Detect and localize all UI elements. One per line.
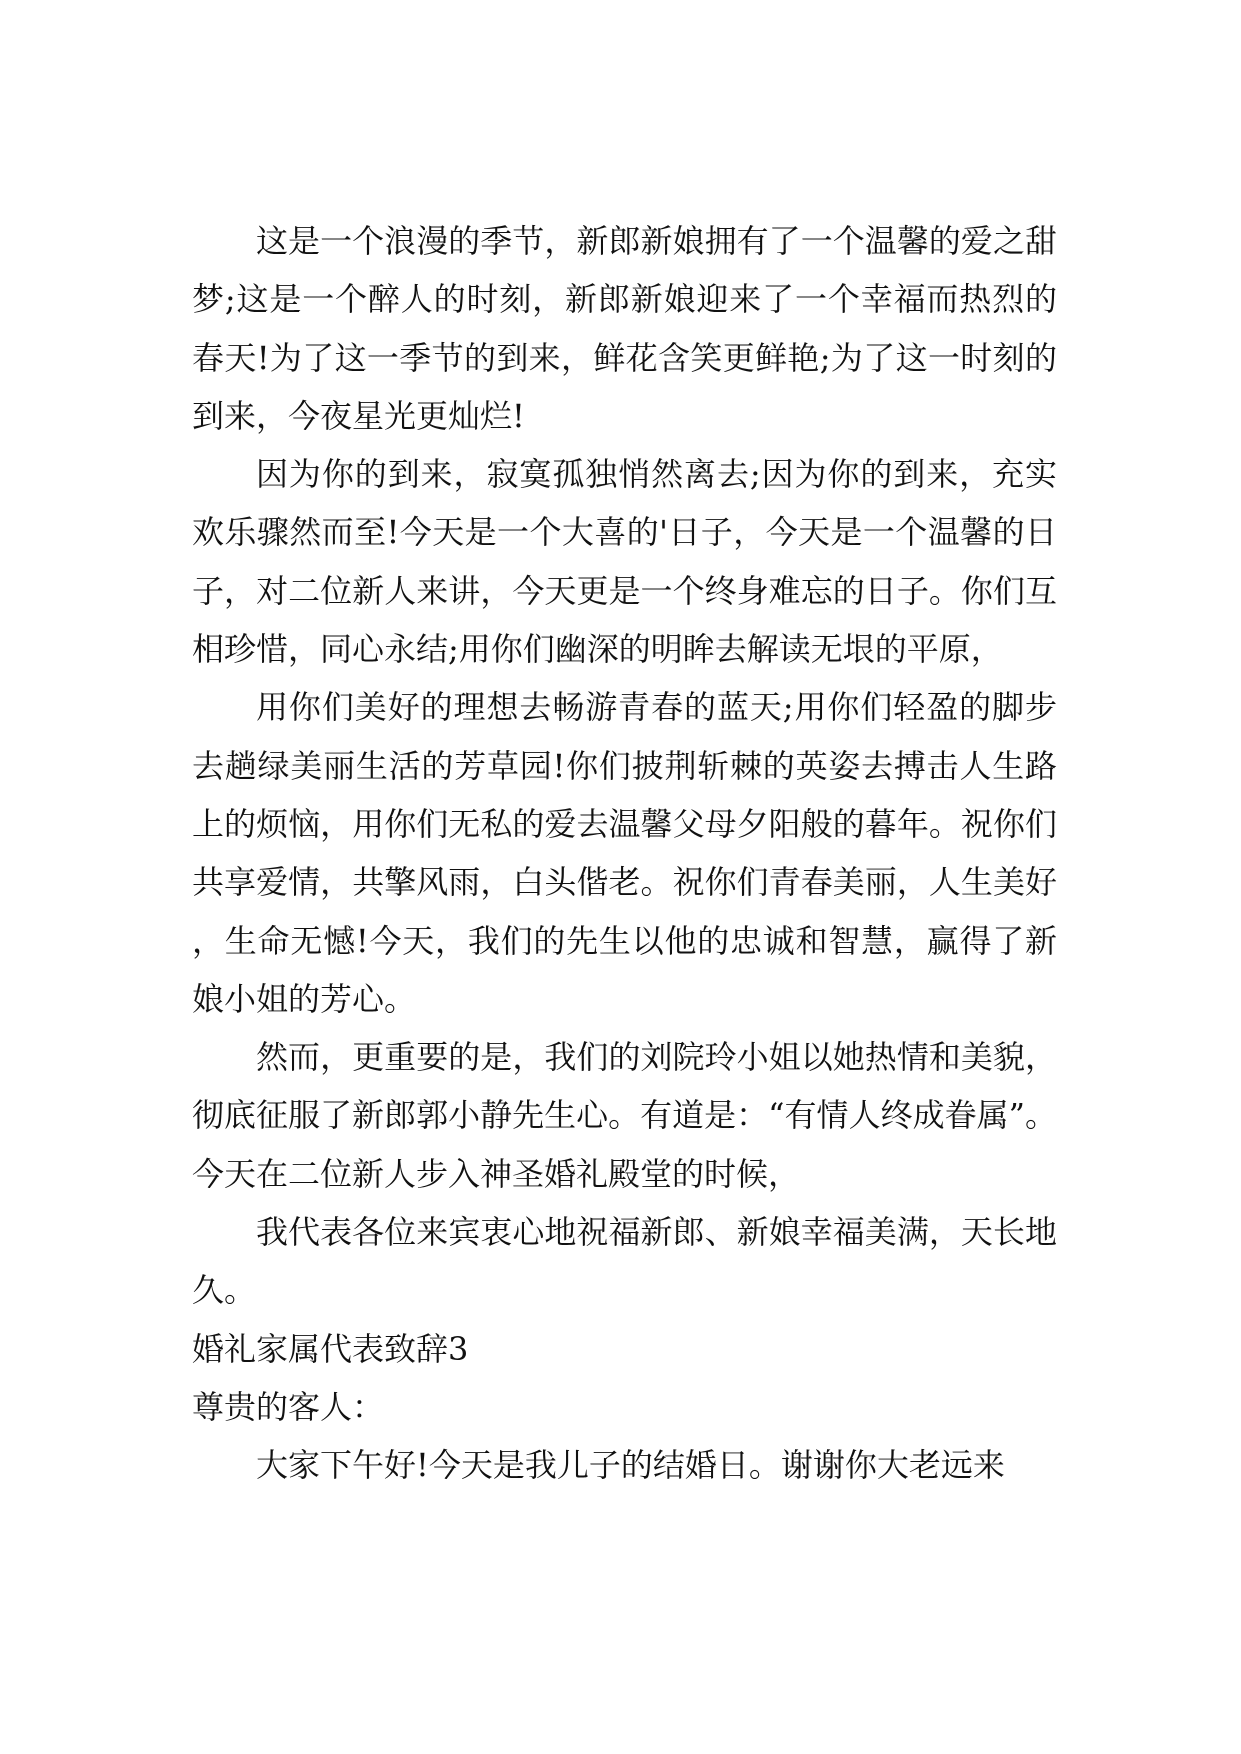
paragraph-5: 我代表各位来宾衷心地祝福新郎、新娘幸福美满，天长地久。: [192, 1213, 1057, 1310]
paragraph-4: 然而，更重要的是，我们的刘院玲小姐以她热情和美貌，彻底征服了新郎郭小静先生心。有道是：“有情人终成眷属”。今天在二位新人步入神圣婚礼殿堂的时候，: [192, 1038, 1057, 1193]
document-body: [192, 212, 1057, 1495]
paragraph-6: 大家下午好!今天是我儿子的结婚日。谢谢你大老远来: [256, 1446, 1005, 1485]
paragraph-3: 用你们美好的理想去畅游青春的蓝天;用你们轻盈的脚步去趟绿美丽生活的芳草园!你们披荆斩棘的英姿去搏击人生路上的烦恼，用你们无私的爱去温馨父母夕阳般的暮年。祝你们共享爱情，共擎风雨，白头偕老。祝你们青春美丽，人生美好，生命无憾!今天，我们的先生以他的忠诚和智慧，赢得了新娘小姐的芳心。: [192, 688, 1057, 1018]
salutation: 尊贵的客人：: [192, 1387, 385, 1426]
section-heading: 婚礼家属代表致辞3: [192, 1329, 469, 1368]
paragraph-1: 这是一个浪漫的季节，新郎新娘拥有了一个温馨的爱之甜梦;这是一个醉人的时刻，新郎新娘迎来了一个幸福而热烈的春天!为了这一季节的到来，鲜花含笑更鲜艳;为了这一时刻的到来，今夜星光更灿烂!: [192, 222, 1057, 435]
paragraph-2: 因为你的到来，寂寞孤独悄然离去;因为你的到来，充实欢乐骤然而至!今天是一个大喜的'日子，今天是一个温馨的日子，对二位新人来讲，今天更是一个终身难忘的日子。你们互相珍惜，同心永结;用你们幽深的明眸去解读无垠的平原，: [192, 455, 1057, 669]
